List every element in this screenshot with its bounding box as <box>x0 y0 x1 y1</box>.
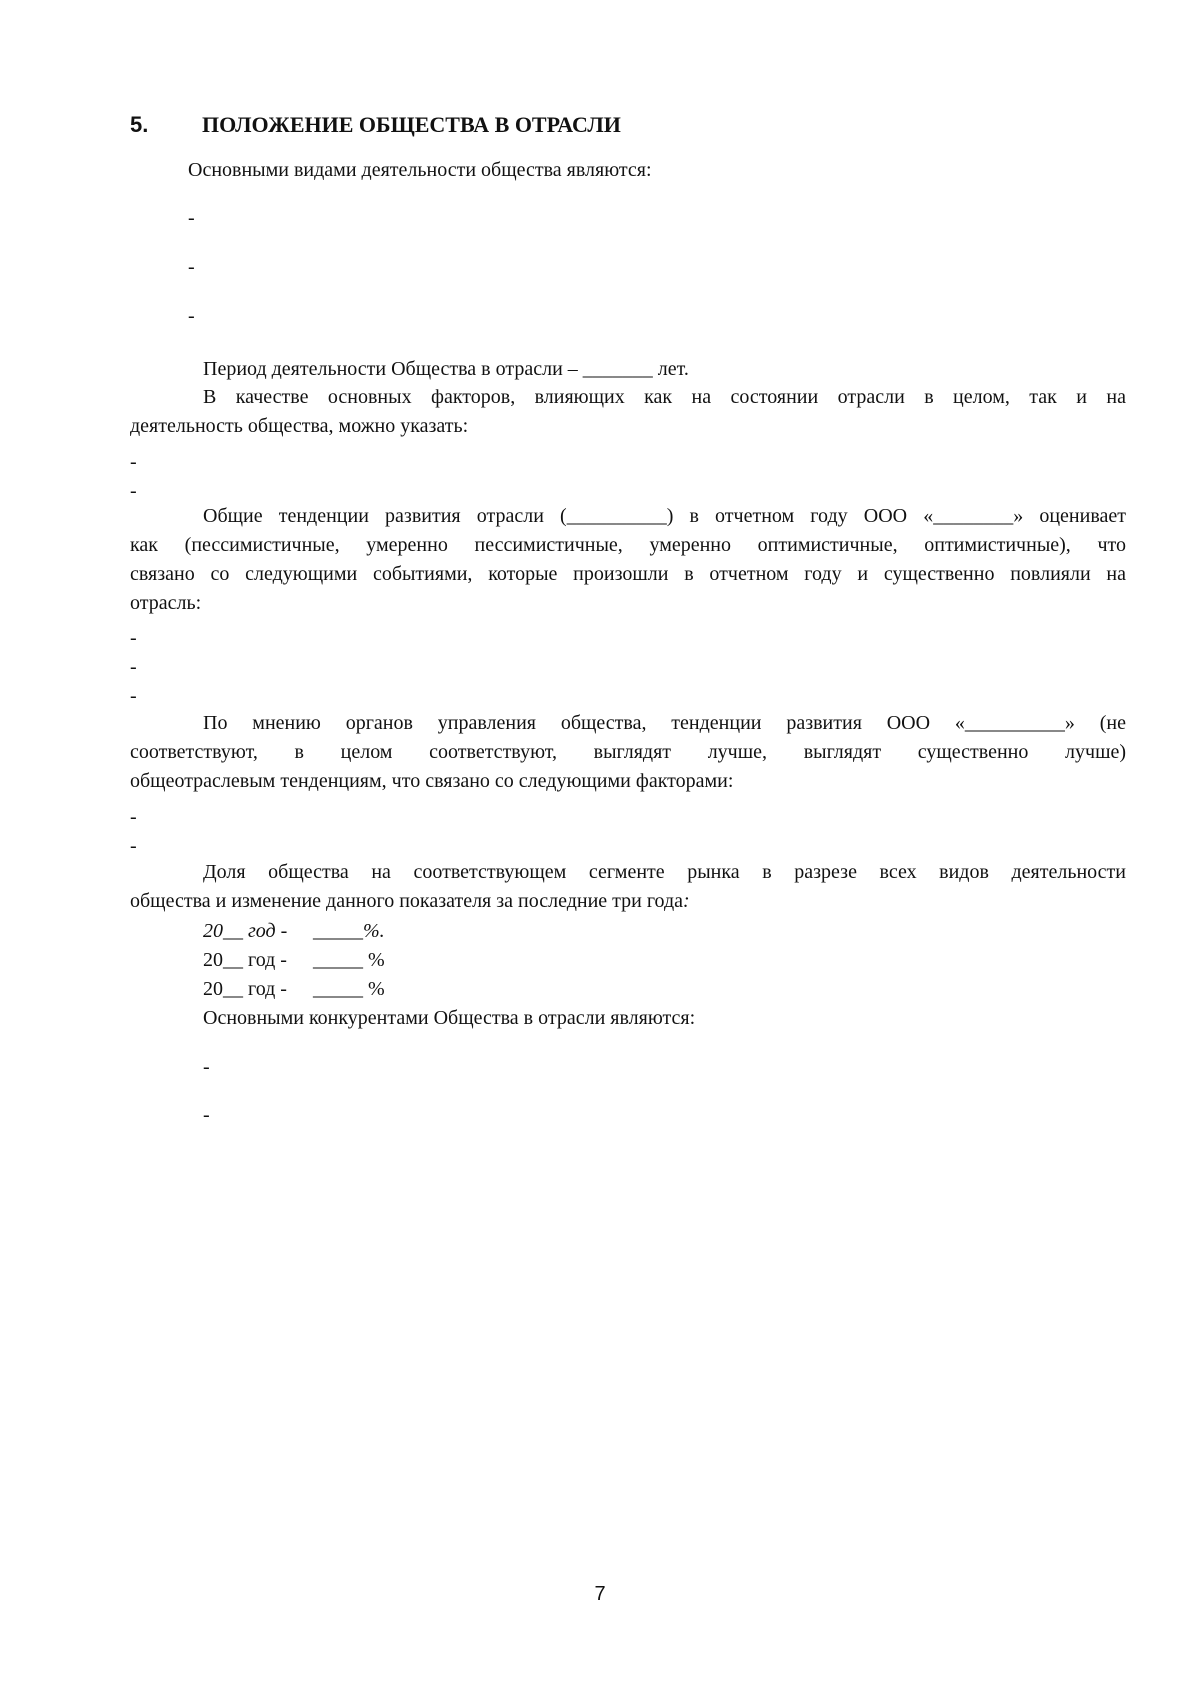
activity-item: - <box>188 305 195 327</box>
share-year-value: _____ % <box>313 978 385 1000</box>
activity-item: - <box>188 256 195 278</box>
factor-item: - <box>130 451 137 473</box>
share-year-value: _____%. <box>313 920 385 942</box>
share-year-row <box>203 917 385 945</box>
section-title: ПОЛОЖЕНИЕ ОБЩЕСТВА В ОТРАСЛИ <box>202 112 621 137</box>
share-year-row <box>203 946 385 974</box>
trends-line-2: как (пессимистичные, умеренно пессимистичные, умеренно оптимистичные, оптимистичные), что <box>130 534 1126 556</box>
trend-item: - <box>130 685 137 707</box>
opinion-line-1: По мнению органов управления общества, тенденции развития ООО «__________» (не <box>203 712 1126 734</box>
share-year-row <box>203 975 385 1003</box>
share-year-label: 20__ год - <box>203 978 287 1000</box>
trends-line-1: Общие тенденции развития отрасли (__________) в отчетном году ООО «________» оценивает <box>203 505 1126 527</box>
share-year-value: _____ % <box>313 949 385 971</box>
share-line-1: Доля общества на соответствующем сегменте рынка в разрезе всех видов деятельности <box>203 861 1126 883</box>
share-line-2-colon: : <box>683 890 690 912</box>
opinion-item: - <box>130 806 137 828</box>
factors-line-2: деятельность общества, можно указать: <box>130 415 469 437</box>
trends-line-4: отрасль: <box>130 592 202 614</box>
trend-item: - <box>130 627 137 649</box>
opinion-line-3: общеотраслевым тенденциям, что связано со следующими факторами: <box>130 770 734 792</box>
opinion-item: - <box>130 835 137 857</box>
competitor-item: - <box>203 1056 210 1078</box>
trend-item: - <box>130 656 137 678</box>
competitors-intro: Основными конкурентами Общества в отрасли являются: <box>203 1007 696 1029</box>
trends-line-3: связано со следующими событиями, которые произошли в отчетном году и существенно повлияли на <box>130 563 1126 585</box>
page-number: 7 <box>594 1583 606 1605</box>
activities-intro: Основными видами деятельности общества являются: <box>188 159 652 181</box>
factor-item: - <box>130 480 137 502</box>
share-line-2 <box>130 887 690 916</box>
section-number: 5. <box>130 112 149 137</box>
opinion-line-2: соответствуют, в целом соответствуют, выглядят лучше, выглядят существенно лучше) <box>130 741 1126 763</box>
share-line-2-text: общества и изменение данного показателя за последние три года <box>130 890 684 912</box>
share-year-label: 20__ год - <box>203 949 287 971</box>
share-year-label: 20__ год - <box>203 920 288 942</box>
period-line: Период деятельности Общества в отрасли – _______ лет. <box>203 358 689 380</box>
factors-line-1: В качестве основных факторов, влияющих как на состоянии отрасли в целом, так и на <box>203 386 1126 408</box>
competitor-item: - <box>203 1104 210 1126</box>
activity-item: - <box>188 207 195 229</box>
